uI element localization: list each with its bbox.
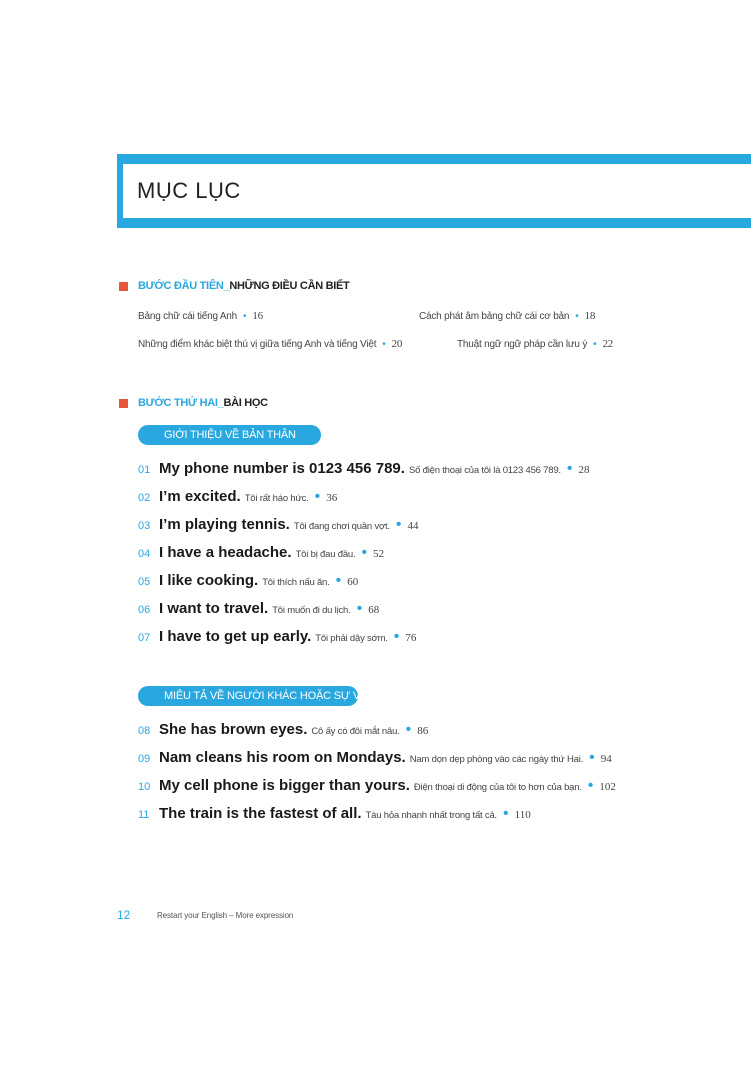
lesson-number: 03	[138, 520, 151, 532]
lesson-vietnamese: Điện thoại di động của tôi to hơn của bạn.	[413, 782, 582, 793]
lesson-number: 11	[138, 809, 150, 821]
lesson-vietnamese: Tôi thích nấu ăn.	[262, 577, 330, 588]
lesson-number: 02	[138, 492, 151, 504]
lesson-number: 01	[138, 464, 151, 476]
lesson-number: 06	[138, 604, 151, 616]
lesson-vietnamese: Tôi bị đau đầu.	[295, 549, 356, 560]
lesson-english: I want to travel.	[159, 600, 269, 617]
section-separator: _	[217, 397, 224, 409]
toc-entry-label: Cách phát âm bảng chữ cái cơ bản	[419, 311, 570, 322]
group-pill-1: GIỚI THIỆU VỀ BẢN THÂN	[138, 425, 321, 445]
lesson-page: 44	[407, 520, 419, 532]
dot-icon: •	[405, 721, 412, 738]
section-title: NHỮNG ĐIỀU CẦN BIẾT	[229, 280, 350, 292]
toc-entry[interactable]	[419, 310, 595, 322]
lesson-vietnamese: Tôi phải dậy sớm.	[315, 633, 388, 644]
lesson-page: 60	[347, 576, 359, 588]
dot-icon: •	[395, 516, 402, 533]
lesson-english: I’m excited.	[159, 488, 241, 505]
section-step: BƯỚC ĐẦU TIÊN	[138, 280, 224, 292]
lesson-page: 36	[326, 492, 338, 504]
lesson-english: I’m playing tennis.	[159, 516, 290, 533]
lesson-vietnamese: Số điện thoại của tôi là 0123 456 789.	[408, 465, 561, 476]
lesson-page: 86	[417, 725, 429, 737]
lesson-row[interactable]	[138, 805, 531, 823]
group-pill-2: MIÊU TẢ VỀ NGƯỜI KHÁC HOẶC SỰ VẬT	[138, 686, 358, 706]
lesson-row[interactable]	[138, 460, 589, 478]
toc-entry[interactable]	[138, 338, 402, 350]
page-title: MỤC LỤC	[137, 178, 241, 203]
lesson-number: 10	[138, 781, 151, 793]
dot-icon: •	[243, 311, 247, 322]
dot-icon: •	[503, 805, 509, 822]
toc-entry[interactable]	[138, 310, 263, 322]
lesson-english: The train is the fastest of all.	[159, 805, 362, 822]
lesson-row[interactable]	[138, 628, 416, 646]
toc-entry-label: Bảng chữ cái tiếng Anh	[138, 311, 238, 322]
lesson-page: 94	[600, 753, 612, 765]
dot-icon: •	[382, 339, 386, 350]
toc-entry-label: Những điểm khác biệt thú vị giữa tiếng Anh và tiếng Việt	[138, 339, 377, 350]
toc-entry-page: 18	[584, 310, 596, 322]
lesson-row[interactable]	[138, 544, 384, 562]
footer-book-title: Restart your English – More expression	[157, 911, 294, 920]
toc-entry-page: 22	[602, 338, 614, 350]
dot-icon: •	[575, 311, 579, 322]
lesson-english: I have a headache.	[159, 544, 292, 561]
lesson-row[interactable]	[138, 721, 428, 739]
toc-entry-page: 16	[252, 310, 263, 322]
lesson-page: 102	[599, 781, 616, 793]
lesson-number: 08	[138, 725, 151, 737]
lesson-vietnamese: Tôi rất háo hức.	[244, 493, 309, 504]
dot-icon: •	[314, 488, 321, 505]
toc-entry-label: Thuật ngữ ngữ pháp cần lưu ý	[457, 339, 588, 350]
lesson-english: I have to get up early.	[159, 628, 312, 645]
toc-entry[interactable]	[457, 338, 613, 350]
dot-icon: •	[335, 572, 342, 589]
lesson-english: My cell phone is bigger than yours.	[159, 777, 410, 794]
dot-icon: •	[589, 749, 595, 766]
section-step: BƯỚC THỨ HAI	[138, 397, 218, 409]
section-separator: _	[223, 280, 230, 292]
toc-entry-page: 20	[391, 338, 403, 350]
lesson-page: 68	[368, 604, 380, 616]
lesson-number: 09	[138, 753, 151, 765]
lesson-vietnamese: Cô ấy có đôi mắt nâu.	[311, 726, 400, 737]
lesson-english: My phone number is 0123 456 789.	[159, 460, 405, 477]
dot-icon: •	[587, 777, 594, 794]
lesson-vietnamese: Nam dọn dẹp phòng vào các ngày thứ Hai.	[409, 754, 584, 765]
lesson-english: Nam cleans his room on Mondays.	[159, 749, 406, 766]
lesson-row[interactable]	[138, 777, 616, 795]
lesson-page: 110	[514, 809, 531, 821]
lesson-number: 04	[138, 548, 151, 560]
bullet-square-icon	[119, 399, 128, 408]
dot-icon: •	[566, 460, 573, 477]
section-title: BÀI HỌC	[223, 397, 268, 409]
bullet-square-icon	[119, 282, 128, 291]
dot-icon: •	[361, 544, 368, 561]
footer-page-number: 12	[117, 908, 131, 922]
lesson-page: 76	[405, 632, 417, 644]
dot-icon: •	[356, 600, 363, 617]
lesson-row[interactable]	[138, 516, 419, 534]
lesson-row[interactable]	[138, 488, 337, 506]
lesson-page: 28	[578, 464, 590, 476]
section-heading-1	[119, 279, 349, 293]
lesson-row[interactable]	[138, 749, 612, 767]
dot-icon: •	[393, 628, 400, 645]
lesson-vietnamese: Tôi đang chơi quần vợt.	[293, 521, 390, 532]
lesson-number: 05	[138, 576, 151, 588]
lesson-english: I like cooking.	[159, 572, 259, 589]
lesson-page: 52	[373, 548, 385, 560]
lesson-vietnamese: Tôi muốn đi du lịch.	[272, 605, 351, 616]
lesson-vietnamese: Tàu hỏa nhanh nhất trong tất cả.	[365, 810, 497, 821]
lesson-row[interactable]	[138, 572, 358, 590]
lesson-english: She has brown eyes.	[159, 721, 308, 738]
lesson-row[interactable]	[138, 600, 379, 618]
lesson-number: 07	[138, 632, 151, 644]
section-heading-2	[119, 396, 268, 410]
dot-icon: •	[593, 339, 597, 350]
